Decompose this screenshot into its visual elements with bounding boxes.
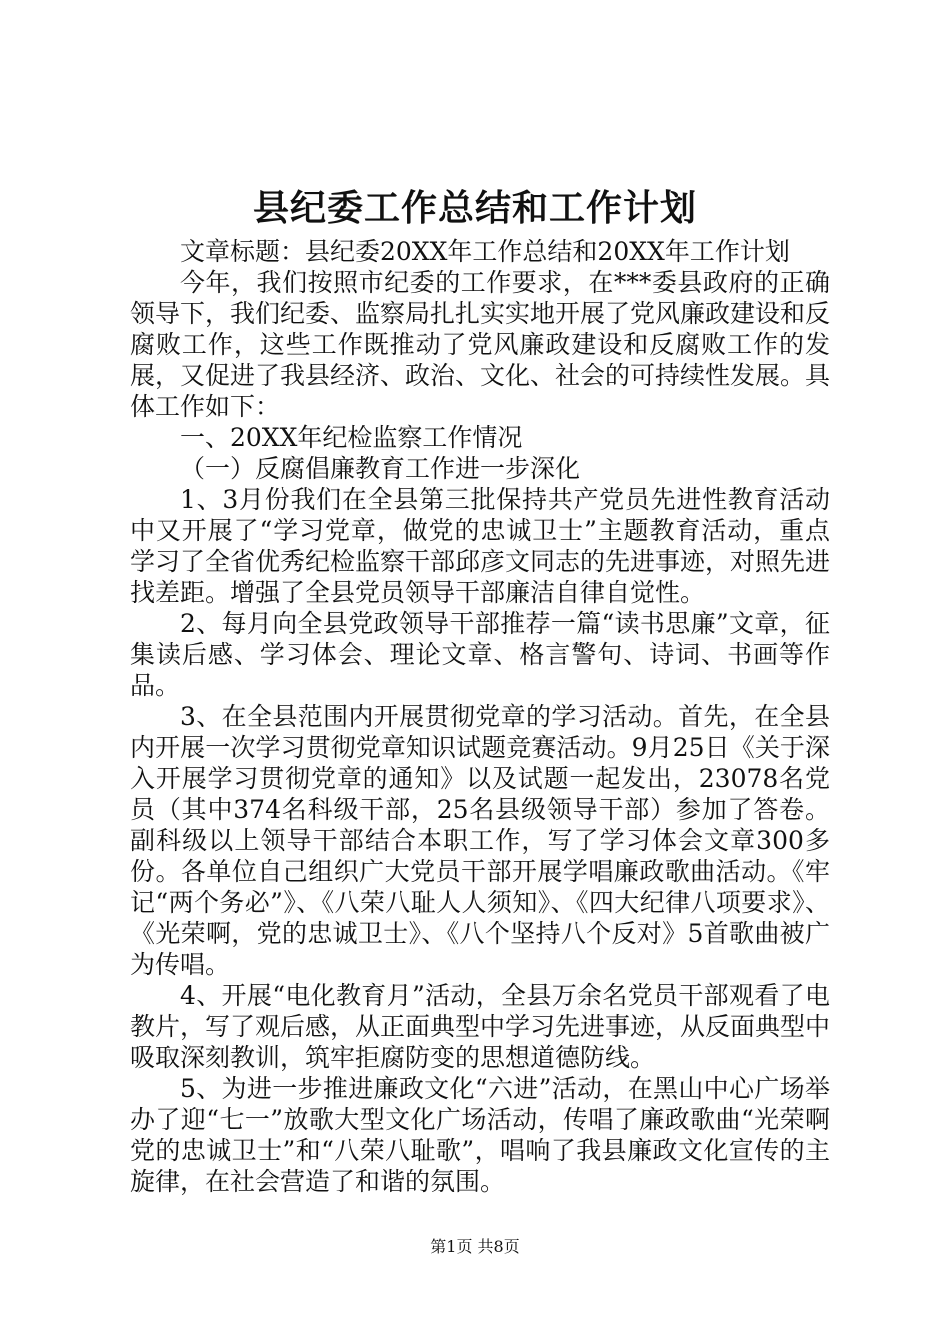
- item-paragraph-2: 2、每月向全县党政领导干部推荐一篇“读书思廉”文章，征集读后感、学习体会、理论文章、格言警句、诗词、书画等作品。: [130, 609, 830, 700]
- item-paragraph-5: 5、为进一步推进廉政文化“六进”活动，在黑山中心广场举办了迎“七一”放歌大型文化广场活动，传唱了廉政歌曲“光荣啊党的忠诚卫士”和“八荣八耻歌”，唱响了我县廉政文化宣传的主旋律，在社会营造了和谐的氛围。: [130, 1074, 830, 1196]
- subsection-heading: （一）反腐倡廉教育工作进一步深化: [180, 454, 581, 483]
- intro-paragraph: 今年，我们按照市纪委的工作要求，在***委县政府的正确领导下，我们纪委、监察局扎扎实实地开展了党风廉政建设和反腐败工作，这些工作既推动了党风廉政建设和反腐败工作的发展，又促进了我县经济、政治、文化、社会的可持续性发展。具体工作如下：: [130, 268, 831, 421]
- section-heading: 一、20XX年纪检监察工作情况: [180, 423, 523, 452]
- item-paragraph-3: 3、在全县范围内开展贯彻党章的学习活动。首先，在全县内开展一次学习贯彻党章知识试题竞赛活动。9月25日《关于深入开展学习贯彻党章的通知》以及试题一起发出，23078名党员（其中374名科级干部，25名县级领导干部）参加了答卷。副科级以上领导干部结合本职工作，写了学习体会文章300多份。各单位自己组织广大党员干部开展学唱廉政歌曲活动。《牢记“两个务必”》、《八荣八耻人人须知》、《四大纪律八项要求》、《光荣啊，党的忠诚卫士》、《八个坚持八个反对》5首歌曲被广为传唱。: [130, 702, 830, 979]
- page-number-footer: 第1页 共8页: [430, 1237, 520, 1256]
- document-title: 县纪委工作总结和工作计划: [252, 187, 697, 229]
- document-body: [130, 236, 830, 1197]
- item-paragraph-4: 4、开展“电化教育月”活动，全县万余名党员干部观看了电教片，写了观后感，从正面典型中学习先进事迹，从反面典型中吸取深刻教训，筑牢拒腐防变的思想道德防线。: [130, 981, 831, 1072]
- item-paragraph-1: 1、3月份我们在全县第三批保持共产党员先进性教育活动中又开展了“学习党章，做党的忠诚卫士”主题教育活动，重点学习了全省优秀纪检监察干部邱彦文同志的先进事迹，对照先进找差距。增强了全县党员领导干部廉洁自律自觉性。: [130, 485, 831, 607]
- article-title-line: 文章标题：县纪委20XX年工作总结和20XX年工作计划: [180, 237, 790, 266]
